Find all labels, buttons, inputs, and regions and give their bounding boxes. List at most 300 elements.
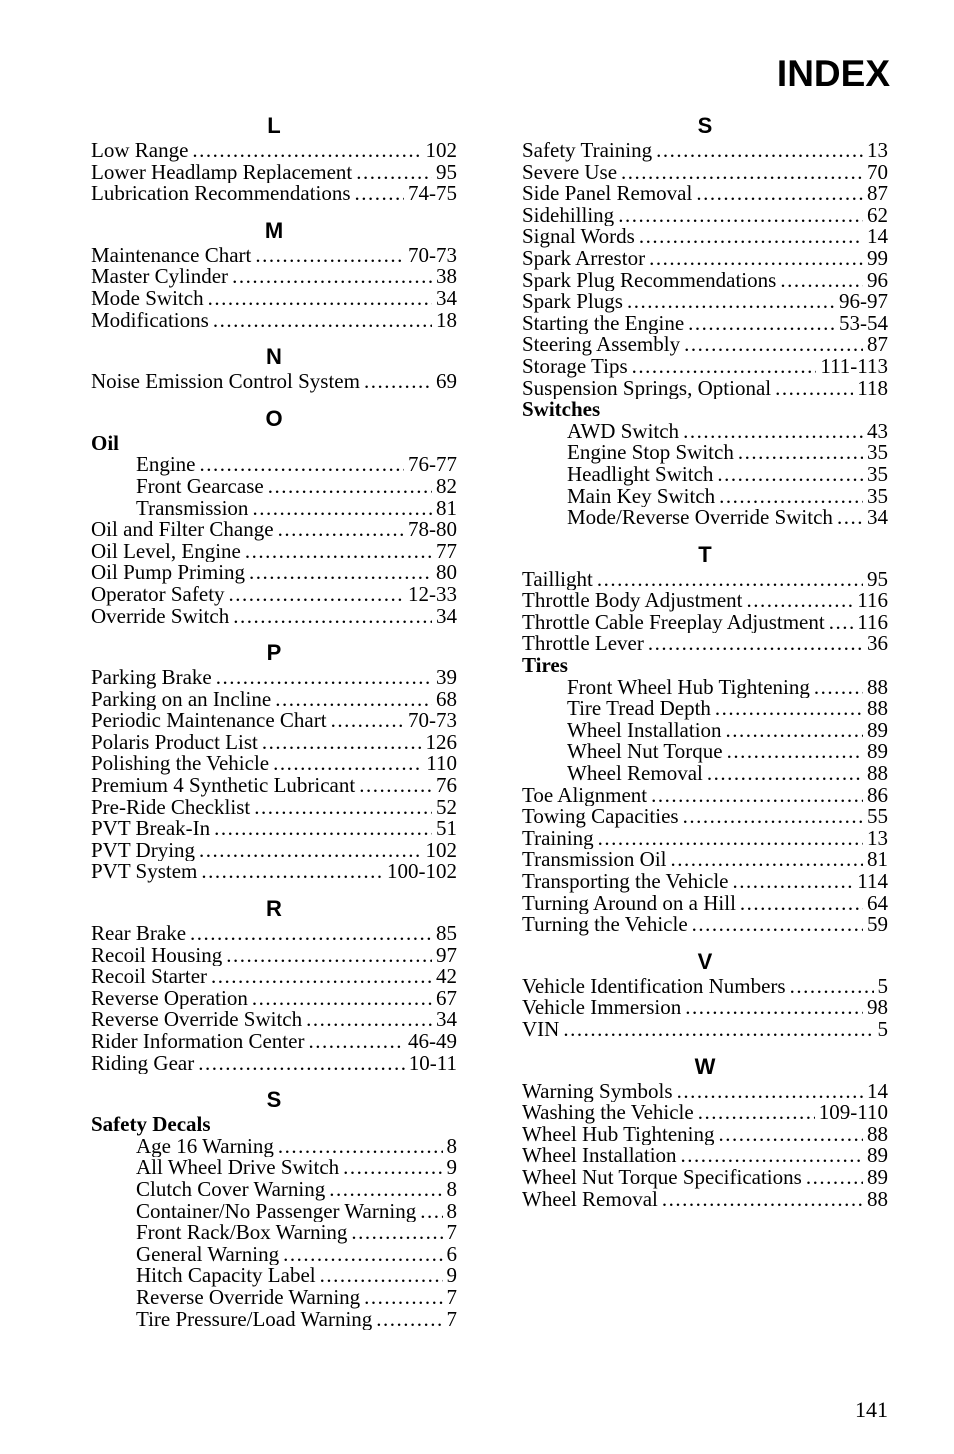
index-subentry (522, 741, 888, 763)
index-entry (91, 606, 457, 628)
entry-label: PVT Break-In (91, 818, 211, 840)
entry-label: Warning Symbols (522, 1080, 673, 1103)
index-entry (522, 183, 888, 205)
dot-leader (216, 667, 432, 689)
index-entry (91, 861, 457, 883)
index-entry (91, 1053, 457, 1075)
dot-leader (740, 893, 863, 915)
index-entry (91, 562, 457, 584)
index-group-heading: Safety Decals (91, 1112, 211, 1137)
entry-page: 55 (867, 806, 888, 828)
entry-page: 70-73 (408, 244, 457, 267)
entry-label: Mode/Reverse Override Switch (567, 507, 833, 529)
dot-leader (232, 266, 432, 288)
entry-label: Oil Level, Engine (91, 540, 241, 563)
dot-leader (198, 1053, 405, 1075)
index-entry (522, 828, 888, 850)
entry-page: 7 (446, 1286, 457, 1309)
dot-leader (275, 689, 432, 711)
dot-leader (738, 442, 863, 464)
dot-leader (648, 633, 863, 655)
index-subentry (91, 476, 457, 498)
entry-page: 35 (867, 442, 888, 464)
entry-label: Maintenance Chart (91, 244, 252, 267)
index-entry (522, 590, 888, 612)
dot-leader (627, 291, 835, 313)
index-subentry (522, 677, 888, 699)
dot-leader (726, 720, 863, 742)
dot-leader (376, 1309, 442, 1331)
dot-leader (199, 454, 404, 476)
index-entry (522, 997, 888, 1019)
entry-page: 42 (436, 966, 457, 988)
index-subentry (91, 498, 457, 520)
entry-page: 13 (867, 827, 888, 850)
index-entry (522, 205, 888, 227)
index-subentry (91, 1309, 457, 1331)
index-column-right (522, 112, 888, 1210)
dot-leader (226, 945, 432, 967)
entry-label: Riding Gear (91, 1052, 195, 1075)
dot-leader (837, 507, 863, 529)
entry-label: Throttle Cable Freeplay Adjustment (522, 611, 825, 634)
index-section (91, 112, 457, 205)
index-entry (522, 849, 888, 871)
section-letter: S (697, 113, 713, 138)
dot-leader (343, 1157, 442, 1179)
entry-label: Tire Tread Depth (567, 698, 711, 720)
entry-page: 110 (426, 753, 457, 776)
entry-page: 34 (436, 287, 457, 310)
entry-label: Taillight (522, 568, 593, 591)
entry-page: 87 (867, 334, 888, 356)
dot-leader (806, 1167, 863, 1189)
index-subentry (91, 1179, 457, 1201)
dot-leader (329, 1179, 442, 1201)
entry-label: Recoil Housing (91, 944, 223, 967)
index-entry (522, 270, 888, 292)
dot-leader (707, 763, 863, 785)
dot-leader (283, 1244, 442, 1266)
entry-page: 8 (446, 1178, 457, 1201)
dot-leader (359, 775, 432, 797)
entry-label: Headlight Switch (567, 463, 714, 486)
dot-leader (563, 1019, 873, 1041)
dot-leader (692, 914, 863, 936)
entry-label: Turning Around on a Hill (522, 892, 736, 915)
dot-leader (684, 334, 863, 356)
entry-page: 100-102 (387, 861, 457, 884)
dot-leader (273, 753, 422, 775)
entry-page: 18 (436, 309, 457, 332)
dot-leader (190, 923, 432, 945)
section-letter: O (265, 405, 283, 431)
entry-page: 34 (436, 605, 457, 628)
entry-page: 36 (867, 633, 888, 656)
index-subentry (91, 1157, 457, 1179)
entry-label: Transporting the Vehicle (522, 871, 729, 893)
index-entry (91, 797, 457, 819)
entry-page: 14 (867, 226, 888, 248)
dot-leader (255, 245, 404, 267)
dot-leader (688, 313, 835, 335)
index-entry (91, 1031, 457, 1053)
index-entry (522, 1081, 888, 1103)
index-entry (522, 1019, 888, 1041)
entry-label: Main Key Switch (567, 485, 716, 508)
entry-page: 74-75 (408, 183, 457, 205)
index-entry (522, 612, 888, 634)
entry-page: 86 (867, 784, 888, 807)
entry-label: Spark Plug Recommendations (522, 269, 777, 292)
entry-page: 69 (436, 371, 457, 393)
entry-page: 118 (857, 377, 888, 400)
entry-page: 14 (867, 1080, 888, 1103)
entry-label: Throttle Body Adjustment (522, 590, 743, 612)
index-entry (91, 966, 457, 988)
entry-label: Low Range (91, 140, 189, 162)
entry-page: 102 (425, 839, 457, 862)
index-entry (91, 753, 457, 775)
entry-label: Vehicle Immersion (522, 997, 682, 1019)
dot-leader (780, 270, 863, 292)
section-letter: S (266, 1087, 282, 1113)
entry-page: 70 (867, 161, 888, 184)
entry-label: Premium 4 Synthetic Lubricant (91, 775, 356, 797)
entry-label: All Wheel Drive Switch (136, 1157, 340, 1179)
dot-leader (208, 288, 432, 310)
entry-page: 35 (867, 463, 888, 486)
index-subentry (522, 507, 888, 529)
entry-page: 81 (436, 497, 457, 520)
entry-page: 96 (867, 269, 888, 292)
dot-leader (719, 486, 863, 508)
entry-page: 99 (867, 247, 888, 270)
entry-label: Parking Brake (91, 667, 212, 689)
entry-label: Polishing the Vehicle (91, 753, 270, 776)
entry-page: 88 (867, 1123, 888, 1146)
entry-page: 9 (446, 1265, 457, 1287)
index-group-heading: Switches (522, 397, 601, 422)
dot-leader (308, 1031, 404, 1053)
entry-page: 64 (867, 892, 888, 915)
entry-page: 109-110 (818, 1102, 888, 1124)
page-title: INDEX (776, 53, 890, 94)
index-entry (91, 288, 457, 310)
entry-page: 51 (436, 818, 457, 840)
entry-page: 114 (857, 871, 888, 893)
index-entry (91, 1009, 457, 1031)
entry-label: Transmission Oil (522, 849, 667, 871)
entry-label: Side Panel Removal (522, 183, 693, 205)
entry-page: 9 (446, 1157, 457, 1179)
dot-leader (233, 606, 432, 628)
dot-leader (199, 840, 421, 862)
entry-label: Training (522, 827, 594, 850)
dot-leader (249, 562, 432, 584)
entry-label: Towing Capacities (522, 806, 679, 828)
index-entry (522, 162, 888, 184)
entry-page: 6 (446, 1243, 457, 1266)
index-entry (522, 569, 888, 591)
index-group-heading: Tires (522, 653, 568, 678)
index-entry (522, 1102, 888, 1124)
entry-label: PVT System (91, 861, 198, 884)
entry-page: 8 (446, 1200, 457, 1223)
index-entry (91, 183, 457, 205)
entry-page: 96-97 (839, 291, 888, 313)
index-section (522, 541, 888, 936)
index-subentry (91, 454, 457, 476)
section-letter: V (697, 948, 713, 974)
section-letter: R (266, 896, 282, 922)
dot-leader (683, 806, 863, 828)
entry-label: Wheel Installation (522, 1145, 677, 1167)
index-entry (91, 945, 457, 967)
index-entry (522, 313, 888, 335)
index-entry (522, 248, 888, 270)
dot-leader (727, 741, 863, 763)
index-entry (522, 785, 888, 807)
dot-leader (268, 476, 432, 498)
entry-page: 53-54 (839, 312, 888, 335)
dot-leader (598, 828, 863, 850)
entry-label: Rear Brake (91, 923, 187, 945)
entry-page: 88 (867, 763, 888, 785)
index-column-left (91, 112, 457, 1330)
index-entry (522, 378, 888, 400)
dot-leader (698, 1102, 815, 1124)
section-letter: P (266, 640, 282, 666)
index-section (91, 217, 457, 331)
dot-leader (262, 732, 422, 754)
entry-page: 7 (446, 1222, 457, 1244)
entry-page: 95 (436, 161, 457, 184)
index-entry (91, 541, 457, 563)
entry-label: Toe Alignment (522, 784, 648, 807)
entry-page: 116 (857, 611, 888, 634)
entry-page: 102 (425, 140, 457, 162)
dot-leader (213, 310, 432, 332)
entry-label: Polaris Product List (91, 731, 258, 754)
index-entry (522, 226, 888, 248)
index-entry (522, 871, 888, 893)
entry-page: 76-77 (408, 454, 457, 476)
entry-page: 34 (436, 1009, 457, 1031)
entry-page: 89 (867, 719, 888, 742)
index-entry (522, 1167, 888, 1189)
entry-label: Reverse Override Warning (136, 1286, 361, 1309)
entry-page: 70-73 (408, 710, 457, 732)
entry-label: Reverse Override Switch (91, 1009, 303, 1031)
index-entry (522, 291, 888, 313)
entry-label: Suspension Springs, Optional (522, 377, 772, 400)
entry-label: Vehicle Identification Numbers (522, 975, 786, 998)
entry-label: PVT Drying (91, 839, 196, 862)
index-section (91, 1086, 457, 1330)
entry-label: Wheel Nut Torque Specifications (522, 1166, 802, 1189)
entry-label: Tire Pressure/Load Warning (136, 1308, 373, 1331)
entry-page: 38 (436, 266, 457, 288)
index-subentry (522, 720, 888, 742)
dot-leader (719, 1124, 864, 1146)
index-entry (522, 914, 888, 936)
dot-leader (355, 183, 404, 205)
entry-label: Front Wheel Hub Tightening (567, 676, 810, 699)
dot-leader (420, 1201, 442, 1223)
entry-label: Clutch Cover Warning (136, 1178, 326, 1201)
dot-leader (229, 584, 404, 606)
entry-label: Reverse Operation (91, 987, 248, 1010)
section-letter: W (694, 1053, 716, 1079)
entry-label: Signal Words (522, 226, 635, 248)
section-letter: M (264, 217, 284, 243)
entry-label: Front Gearcase (136, 475, 264, 498)
dot-leader (245, 541, 432, 563)
index-entry (91, 775, 457, 797)
index-entry (522, 893, 888, 915)
entry-page: 62 (867, 204, 888, 227)
entry-page: 116 (857, 590, 888, 612)
entry-page: 78-80 (408, 519, 457, 541)
index-entry (91, 162, 457, 184)
index-subentry (522, 486, 888, 508)
entry-label: Lower Headlamp Replacement (91, 161, 353, 184)
entry-label: Front Rack/Box Warning (136, 1222, 348, 1244)
entry-page: 77 (436, 540, 457, 563)
entry-label: VIN (522, 1018, 560, 1041)
entry-label: Modifications (91, 309, 209, 332)
entry-label: Oil Pump Priming (91, 562, 246, 584)
entry-label: Spark Plugs (522, 291, 623, 313)
entry-page: 5 (877, 1018, 888, 1041)
index-subentry (522, 421, 888, 443)
entry-label: Wheel Installation (567, 719, 722, 742)
dot-leader (351, 1222, 442, 1244)
entry-page: 34 (867, 507, 888, 529)
index-section (522, 112, 888, 529)
index-entry (522, 140, 888, 162)
entry-label: Wheel Hub Tightening (522, 1123, 715, 1146)
dot-leader (278, 1136, 443, 1158)
section-letter: T (698, 541, 712, 567)
dot-leader (252, 988, 432, 1010)
dot-leader (356, 162, 432, 184)
page-number: 141 (855, 1397, 888, 1422)
index-entry (522, 1124, 888, 1146)
entry-page: 7 (446, 1308, 457, 1331)
entry-label: Throttle Lever (522, 633, 644, 656)
entry-label: Operator Safety (91, 583, 225, 606)
entry-label: Container/No Passenger Warning (136, 1200, 417, 1223)
dot-leader (252, 498, 432, 520)
entry-label: Override Switch (91, 605, 230, 628)
index-section (522, 1053, 888, 1211)
index-section (91, 639, 457, 883)
dot-leader (364, 1287, 442, 1309)
dot-leader (732, 871, 853, 893)
entry-page: 67 (436, 987, 457, 1010)
index-subentry (522, 698, 888, 720)
dot-leader (364, 371, 432, 393)
dot-leader (201, 861, 383, 883)
index-entry (91, 519, 457, 541)
index-entry (91, 266, 457, 288)
entry-page: 98 (867, 997, 888, 1019)
entry-label: Lubrication Recommendations (91, 183, 351, 205)
index-subentry (91, 1222, 457, 1244)
dot-leader (685, 997, 863, 1019)
entry-label: Periodic Maintenance Chart (91, 710, 327, 732)
dot-leader (214, 818, 432, 840)
entry-label: Hitch Capacity Label (136, 1265, 316, 1287)
entry-page: 87 (867, 183, 888, 205)
dot-leader (597, 569, 863, 591)
entry-label: Mode Switch (91, 287, 204, 310)
entry-label: Recoil Starter (91, 966, 208, 988)
entry-page: 12-33 (408, 583, 457, 606)
dot-leader (192, 140, 421, 162)
index-entry (522, 806, 888, 828)
dot-leader (254, 797, 432, 819)
section-letter: L (267, 113, 281, 138)
index-entry (91, 245, 457, 267)
entry-page: 95 (867, 568, 888, 591)
dot-leader (651, 785, 863, 807)
index-entry (522, 1189, 888, 1211)
index-subentry (91, 1244, 457, 1266)
dot-leader (683, 421, 863, 443)
entry-label: Spark Arrestor (522, 247, 646, 270)
index-subentry (522, 763, 888, 785)
entry-page: 52 (436, 796, 457, 819)
entry-page: 13 (867, 140, 888, 162)
dot-leader (717, 464, 863, 486)
index-entry (91, 988, 457, 1010)
entry-label: AWD Switch (567, 420, 680, 443)
entry-label: Storage Tips (522, 355, 628, 378)
index-entry (91, 667, 457, 689)
entry-page: 39 (436, 667, 457, 689)
dot-leader (639, 226, 863, 248)
dot-leader (681, 1145, 863, 1167)
entry-page: 46-49 (408, 1031, 457, 1053)
dot-leader (715, 698, 863, 720)
index-entry (522, 356, 888, 378)
dot-leader (278, 519, 404, 541)
index-group-heading: Oil (91, 430, 120, 455)
entry-page: 111-113 (820, 355, 888, 378)
dot-leader (320, 1265, 443, 1287)
entry-label: Parking on an Incline (91, 688, 272, 711)
index-entry (91, 371, 457, 393)
dot-leader (618, 205, 863, 227)
entry-label: General Warning (136, 1243, 280, 1266)
entry-page: 59 (867, 914, 888, 936)
entry-page: 85 (436, 923, 457, 945)
entry-label: Rider Information Center (91, 1031, 305, 1053)
index-entry (91, 710, 457, 732)
entry-label: Safety Training (522, 140, 653, 162)
index-entry (522, 1145, 888, 1167)
dot-leader (649, 248, 863, 270)
entry-page: 81 (867, 849, 888, 871)
index-entry (91, 689, 457, 711)
dot-leader (656, 140, 863, 162)
dot-leader (211, 966, 432, 988)
index-entry (91, 584, 457, 606)
index-subentry (91, 1265, 457, 1287)
